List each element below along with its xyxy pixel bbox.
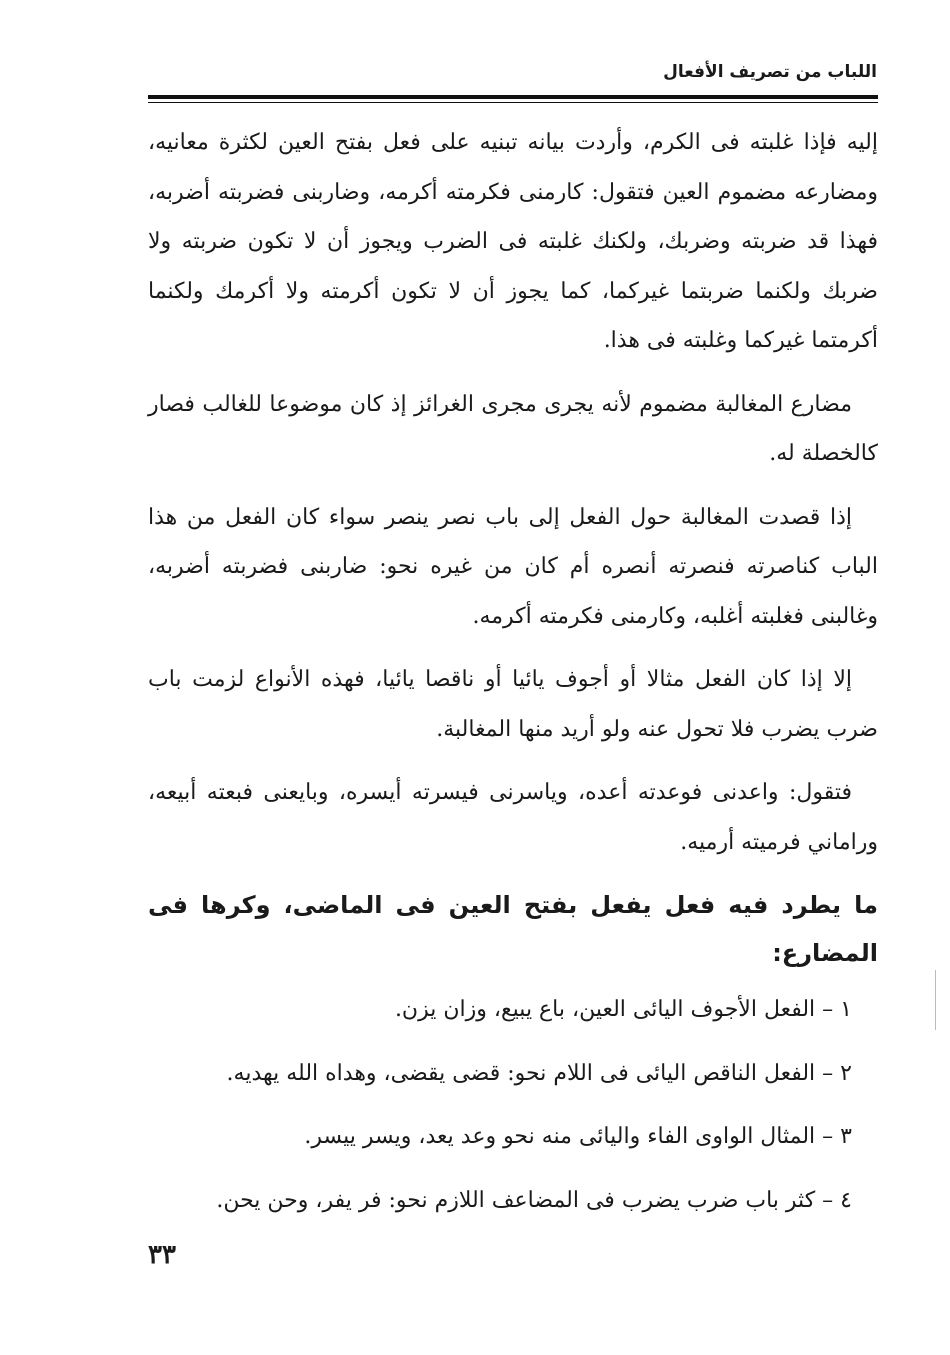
list-item-number: ٢ [840, 1060, 852, 1086]
list-item-text: الفعل الأجوف اليائى العين، باع يبيع، وزان يزن. [394, 997, 816, 1022]
list-item [148, 1049, 878, 1099]
paragraph-1: إليه فإذا غلبته فى الكرم، وأردت بيانه تبنيه على فعل بفتح العين لكثرة معانيه، ومضارعه مضموم العين فتقول: كارمنى فكرمته أكرمه، وضاربنى فضربته أضربه، فهذا قد ضربته وضربك، ولكنك غلبته فى الضرب ويجوز أن لا تكون ضربته ولا ضربك ولكنما ضربتما غيركما، كما يجوز أن لا تكون أكرمته ولا أكرمك ولكنما أكرمتما غيركما وغلبته فى هذا. [148, 130, 878, 353]
paragraph-4: إلا إذا كان الفعل مثالا أو أجوف يائيا أو ناقصا يائيا، فهذه الأنواع لزمت باب ضرب يضرب فلا تحول عنه ولو أريد منها المغالبة. [148, 667, 878, 742]
list-item [148, 1112, 878, 1162]
list-item-number: ١ [840, 997, 852, 1022]
body-text [148, 118, 878, 1239]
header-rule-thin [148, 102, 878, 103]
list-item-text: كثر باب ضرب يضرب فى المضاعف اللازم نحو: فر يفر، وحن يحن. [216, 1187, 816, 1213]
list-item-separator: – [822, 1187, 834, 1213]
list-item-number: ٤ [840, 1187, 852, 1213]
list-item-separator: – [822, 1124, 834, 1149]
section-heading: ما يطرد فيه فعل يفعل بفتح العين فى الماضى، وكرها فى المضارع: [148, 891, 878, 967]
margin-mark [935, 970, 936, 1030]
paragraph-2: مضارع المغالبة مضموم لأنه يجرى مجرى الغرائز إذ كان موضوعا للغالب فصار كالخصلة له. [148, 391, 878, 466]
list-item-text: الفعل الناقص اليائى فى اللام نحو: قضى يقضى، وهداه الله يهديه. [226, 1060, 816, 1086]
list-item-number: ٣ [840, 1124, 852, 1149]
list-item [148, 1176, 878, 1226]
paragraph-5: فتقول: واعدنى فوعدته أعده، وياسرنى فيسرته أيسره، وبايعنى فبعته أبيعه، وراماني فرميته أرميه. [148, 780, 878, 855]
list-item [148, 985, 878, 1035]
header-rule-thick [148, 95, 878, 99]
list-item-separator: – [822, 997, 834, 1022]
list-item-text: المثال الواوى الفاء واليائى منه نحو وعد يعد، ويسر ييسر. [304, 1124, 816, 1149]
list-item-separator: – [822, 1060, 834, 1086]
page-number: ٣٣ [148, 1240, 176, 1270]
running-header-title: اللباب من تصريف الأفعال [663, 62, 877, 82]
paragraph-3: إذا قصدت المغالبة حول الفعل إلى باب نصر ينصر سواء كان الفعل من هذا الباب كناصرته فنصرته أنصره أم كان من غيره نحو: ضاربنى فضربته أضربه، وغالبنى فغلبته أغلبه، وكارمنى فكرمته أكرمه. [148, 504, 879, 629]
